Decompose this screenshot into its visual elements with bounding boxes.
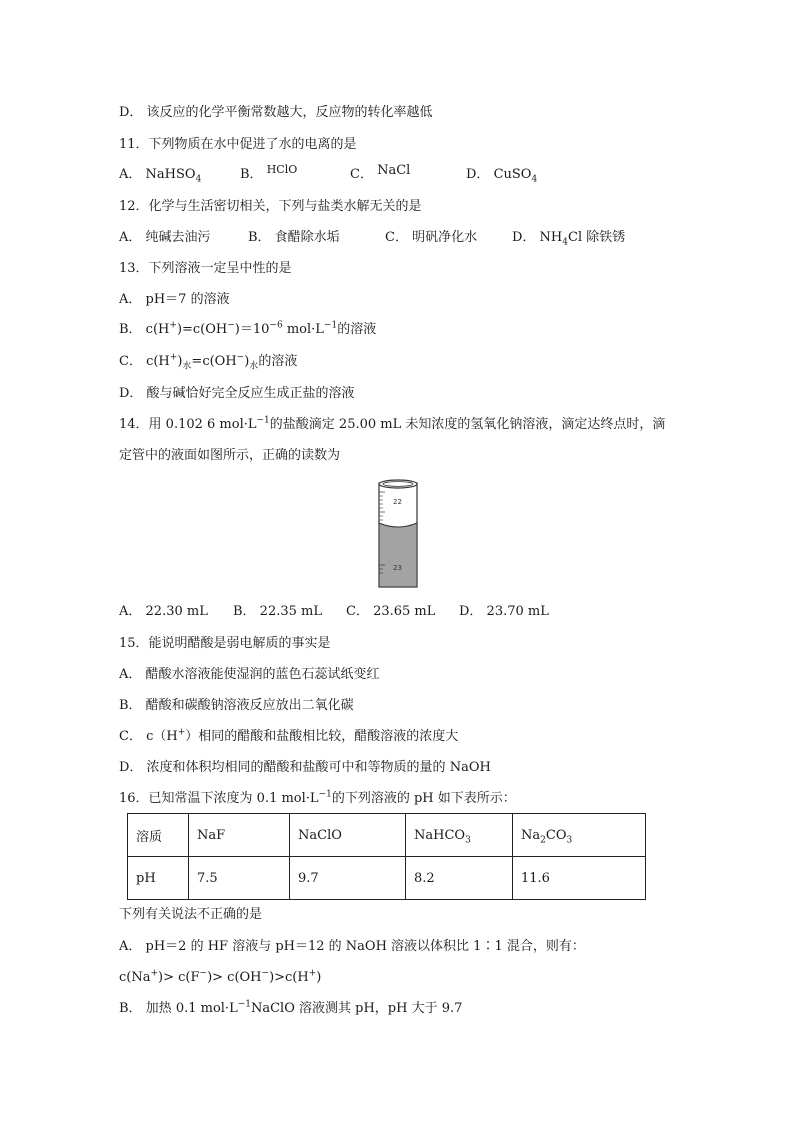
- q16-option-a-relation: c(Na+)> c(F−)> c(OH−)>c(H+): [119, 968, 322, 985]
- q14-option-a: A． 22.30 mL: [119, 604, 208, 619]
- q16-question: 下列有关说法不正确的是: [119, 907, 263, 922]
- q14-option-c: C． 23.65 mL: [346, 604, 436, 619]
- q15-option-a: A． 醋酸水溶液能使湿润的蓝色石蕊试纸变红: [119, 667, 380, 682]
- table-cell: 8.2: [406, 857, 513, 900]
- q14-stem-line2: 定管中的液面如图所示，正确的读数为: [119, 448, 341, 463]
- q15-option-c: C． c（H+）相同的醋酸和盐酸相比较，醋酸溶液的浓度大: [119, 727, 459, 744]
- q16-stem: 16．已知常温下浓度为 0.1 $mol\cdot L^{-1}$的下列溶液的 pH 如下表所示：: [119, 789, 516, 806]
- table-row: [128, 814, 646, 857]
- tick-label-22: 22: [393, 498, 402, 506]
- q15-option-b: B． 醋酸和碳酸钠溶液反应放出二氧化碳: [119, 698, 354, 713]
- liquid-column: [379, 523, 417, 587]
- q13-option-c: C． $c(H^+)_水=c(OH^-)_水$的溶液: [119, 352, 298, 372]
- q16-option-b: B． 加热 0.1 $mol\cdot L^{-1}NaClO$ 溶液测其 pH，pH 大于 9.7: [119, 999, 463, 1016]
- table-cell: 溶质: [128, 814, 189, 857]
- q11-option-b: B． $^{HClO}$: [240, 163, 298, 182]
- q11-stem: 11．下列物质在水中促进了水的电离的是: [119, 137, 357, 152]
- table-cell: 11.6: [513, 857, 646, 900]
- q13-option-a: A． pH＝7 的溶液: [119, 292, 230, 307]
- q11-option-a: A． NaHSO$_4$: [119, 167, 202, 185]
- table-cell: $Na_2CO_3$: [513, 814, 646, 857]
- q15-stem: 15．能说明醋酸是弱电解质的事实是: [119, 636, 331, 651]
- q10-option-d: D． 该反应的化学平衡常数越大，反应物的转化率越低: [119, 105, 433, 120]
- q12-option-d: D． $NH_4Cl$ 除铁锈: [512, 230, 626, 248]
- q13-option-d: D． 酸与碱恰好完全反应生成正盐的溶液: [119, 386, 355, 401]
- table-cell: 7.5: [189, 857, 290, 900]
- q12-stem: 12．化学与生活密切相关，下列与盐类水解无关的是: [119, 199, 422, 214]
- q12-option-c: C． 明矾净化水: [385, 230, 478, 245]
- q12-option-a: A． 纯碱去油污: [119, 230, 211, 245]
- q16-option-a: A． pH＝2 的 HF 溶液与 pH＝12 的 NaOH 溶液以体积比 1∶1 混合，则有：: [119, 939, 585, 954]
- table-cell: NaClO: [290, 814, 406, 857]
- q12-option-b: B． 食醋除水垢: [248, 230, 340, 245]
- q13-stem: 13．下列溶液一定呈中性的是: [119, 261, 292, 276]
- burette-figure: [373, 477, 423, 589]
- q14-option-d: D． 23.70 mL: [459, 604, 549, 619]
- table-cell: NaHCO$_3$: [406, 814, 513, 857]
- table-cell: pH: [128, 857, 189, 900]
- q11-option-d: D． CuSO$_4$: [466, 167, 538, 185]
- tick-label-23: 23: [393, 564, 402, 572]
- q14-stem-line1: 14．用 0.102 6 $mol\cdot L^{-1}$的盐酸滴定 25.00 mL 未知浓度的氢氧化钠溶液，滴定达终点时，滴: [119, 415, 666, 432]
- q11-option-c: C． NaCl: [350, 163, 411, 182]
- table-row: [128, 857, 646, 900]
- q14-option-b: B． 22.35 mL: [233, 604, 322, 619]
- q13-option-b: B． $c(H^+)=c(OH^-)=10^{-6}$ $mol\cdot L^{-1}$的溶液: [119, 320, 377, 337]
- ph-table: [127, 813, 646, 900]
- table-cell: 9.7: [290, 857, 406, 900]
- q15-option-d: D． 浓度和体积均相同的醋酸和盐酸可中和等物质的量的 NaOH: [119, 760, 491, 775]
- table-cell: NaF: [189, 814, 290, 857]
